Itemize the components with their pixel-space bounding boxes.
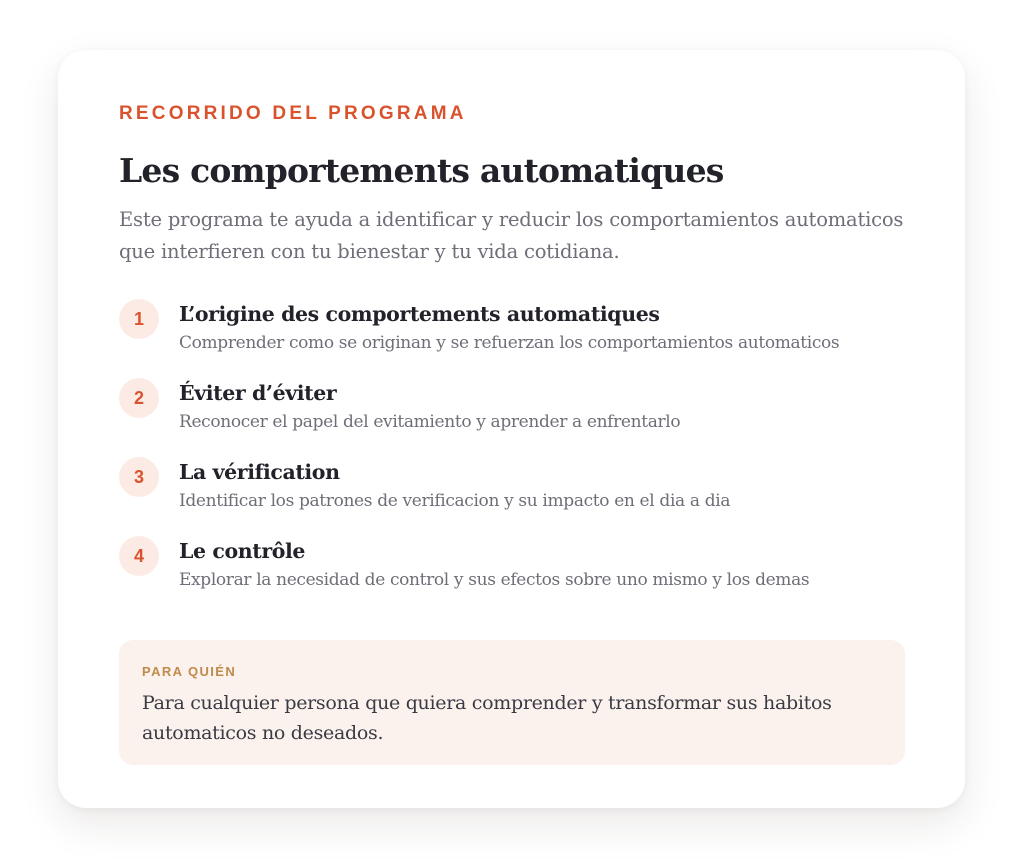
step-item xyxy=(119,536,905,615)
step-description: Explorar la necesidad de control y sus efectos sobre uno mismo y los demas xyxy=(179,570,810,590)
audience-box xyxy=(119,640,905,765)
step-description: Comprender como se originan y se refuerzan los comportamientos automaticos xyxy=(179,333,840,353)
program-intro: Este programa te ayuda a identificar y reducir los comportamientos automaticos que interfieren con tu bienestar y tu vida cotidiana. xyxy=(119,208,904,263)
step-item xyxy=(119,457,905,536)
step-item xyxy=(119,299,905,378)
step-title: La vérification xyxy=(179,460,340,484)
step-description: Identificar los patrones de verificacion y su impacto en el dia a dia xyxy=(179,491,731,511)
step-item xyxy=(119,378,905,457)
step-list xyxy=(119,299,905,615)
step-description: Reconocer el papel del evitamiento y aprender a enfrentarlo xyxy=(179,412,681,432)
page-title: Les comportements automatiques xyxy=(119,151,724,190)
step-number-badge: 3 xyxy=(119,457,159,497)
step-title: L’origine des comportements automatiques xyxy=(179,302,660,326)
step-number-badge: 4 xyxy=(119,536,159,576)
program-card xyxy=(58,50,965,808)
step-number-badge: 1 xyxy=(119,299,159,339)
step-title: Éviter d’éviter xyxy=(179,381,337,405)
audience-text: Para cualquier persona que quiera comprender y transformar sus habitos automaticos no deseados. xyxy=(142,692,832,744)
step-number-badge: 2 xyxy=(119,378,159,418)
eyebrow-label: RECORRIDO DEL PROGRAMA xyxy=(119,103,467,124)
audience-label: PARA QUIÉN xyxy=(142,664,237,679)
step-title: Le contrôle xyxy=(179,539,306,563)
